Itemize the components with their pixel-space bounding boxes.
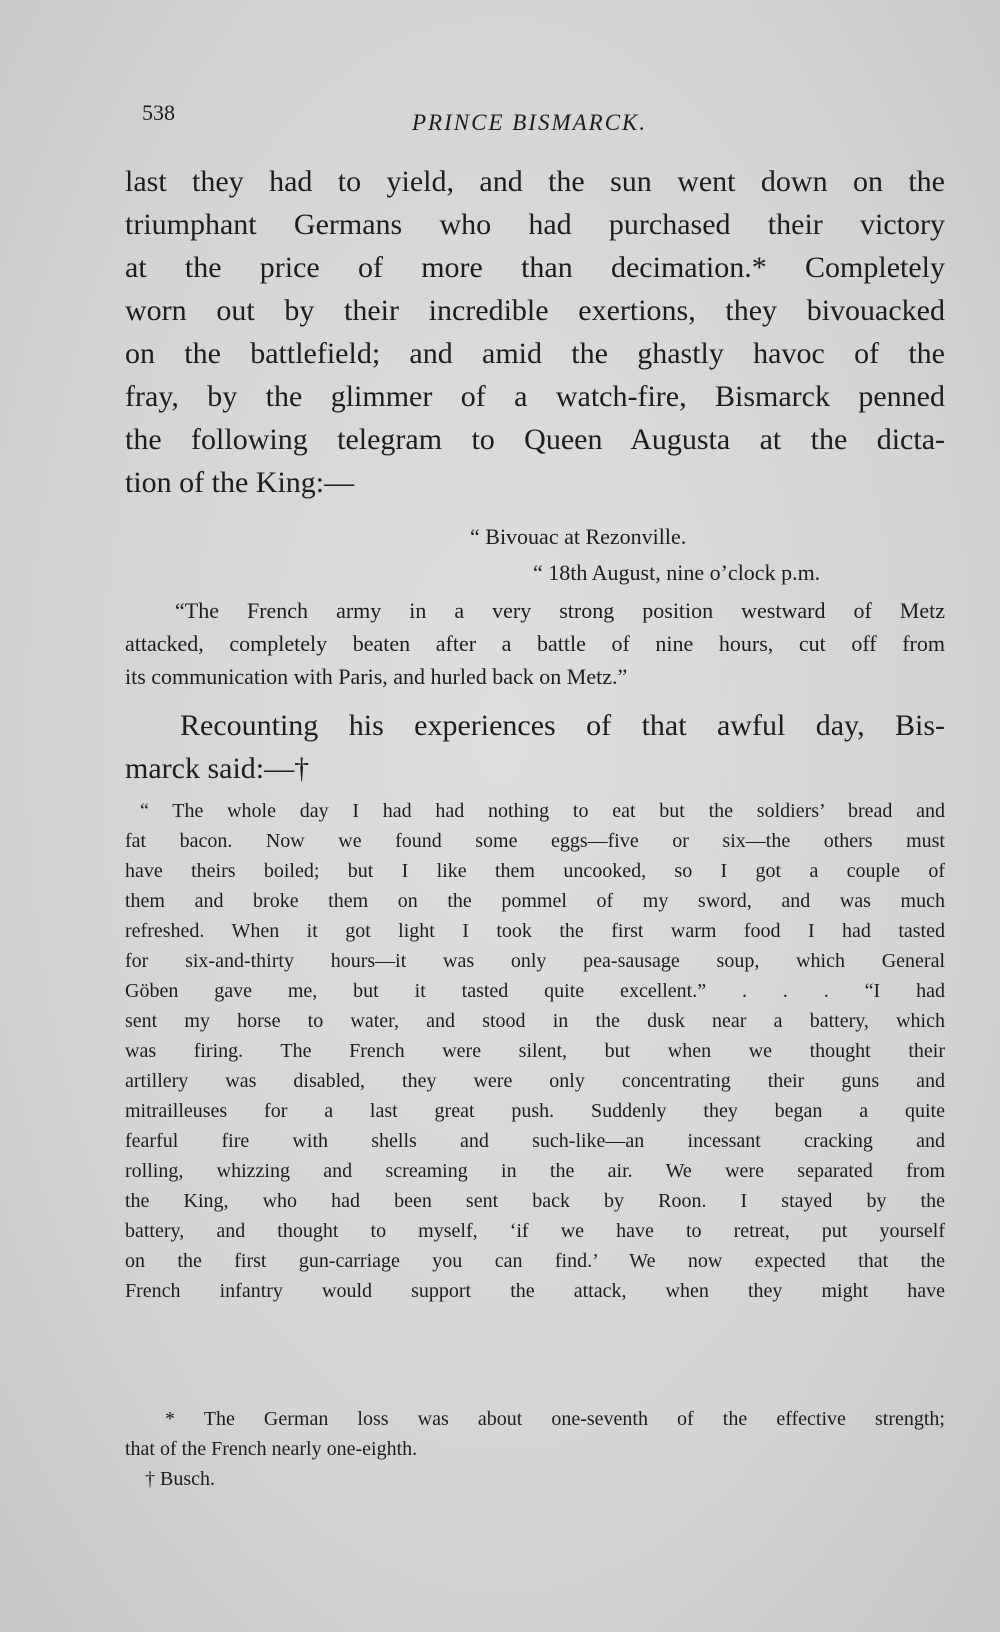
text-line: tion of the King:— [125, 466, 355, 499]
text-line: sent my horse to water, and stood in the dusk near a battery, which [125, 1010, 945, 1032]
footnote-line: that of the French nearly one-eighth. [125, 1438, 418, 1460]
text-line: was firing. The French were silent, but when we thought their [125, 1040, 945, 1062]
running-head [142, 100, 922, 140]
text-line: rolling, whizzing and screaming in the air. We were separated from [125, 1160, 945, 1182]
text-line: mitrailleuses for a last great push. Suddenly they began a quite [125, 1100, 945, 1122]
text-line: refreshed. When it got light I took the first warm food I had tasted [125, 920, 945, 942]
text-line: “The French army in a very strong position westward of Metz [175, 598, 945, 623]
dateline-place: “ Bivouac at Rezonville. [470, 524, 687, 549]
text-line: at the price of more than decimation.* Completely [125, 251, 945, 284]
text-line: worn out by their incredible exertions, they bivouacked [125, 294, 945, 327]
text-line: attacked, completely beaten after a battle of nine hours, cut off from [125, 631, 945, 656]
text-line: fray, by the glimmer of a watch-fire, Bismarck penned [125, 380, 945, 413]
footnotes [125, 1404, 945, 1494]
bismarck-quote [125, 796, 945, 1306]
page-number: 538 [142, 100, 175, 125]
text-line: on the battlefield; and amid the ghastly havoc of the [125, 337, 945, 370]
text-line: fearful fire with shells and such-like—an incessant cracking and [125, 1130, 945, 1152]
text-line: its communication with Paris, and hurled back on Metz.” [125, 664, 628, 689]
text-line: fat bacon. Now we found some eggs—five or six—the others must [125, 830, 945, 852]
text-line: battery, and thought to myself, ‘if we have to retreat, put yourself [125, 1220, 945, 1242]
text-line: marck said:—† [125, 752, 310, 785]
text-line: on the first gun-carriage you can find.’ We now expected that the [125, 1250, 945, 1272]
text-line: artillery was disabled, they were only concentrating their guns and [125, 1070, 945, 1092]
text-line: the King, who had been sent back by Roon. I stayed by the [125, 1190, 945, 1212]
telegram-text [125, 594, 945, 693]
running-title: PRINCE BISMARCK. [412, 110, 648, 135]
text-line: Recounting his experiences of that awful day, Bis- [180, 709, 945, 742]
text-line: Göben gave me, but it tasted quite excellent.” . . . “I had [125, 980, 945, 1002]
dateline-date: “ 18th August, nine o’clock p.m. [533, 560, 821, 585]
text-line: “ The whole day I had had nothing to eat but the soldiers’ bread and [140, 800, 945, 822]
recount-paragraph [125, 704, 945, 790]
text-line: triumphant Germans who had purchased their victory [125, 208, 945, 241]
text-line: French infantry would support the attack, when they might have [125, 1280, 945, 1302]
footnote-line: † Busch. [145, 1468, 215, 1490]
text-line: the following telegram to Queen Augusta at the dicta- [125, 423, 945, 456]
text-line: them and broke them on the pommel of my sword, and was much [125, 890, 945, 912]
footnote-line: * The German loss was about one-seventh of the effective strength; [165, 1408, 945, 1430]
intro-paragraph [125, 160, 945, 504]
text-line: have theirs boiled; but I like them uncooked, so I got a couple of [125, 860, 945, 882]
text-line: for six-and-thirty hours—it was only pea-sausage soup, which General [125, 950, 945, 972]
text-line: last they had to yield, and the sun went down on the [125, 165, 945, 198]
